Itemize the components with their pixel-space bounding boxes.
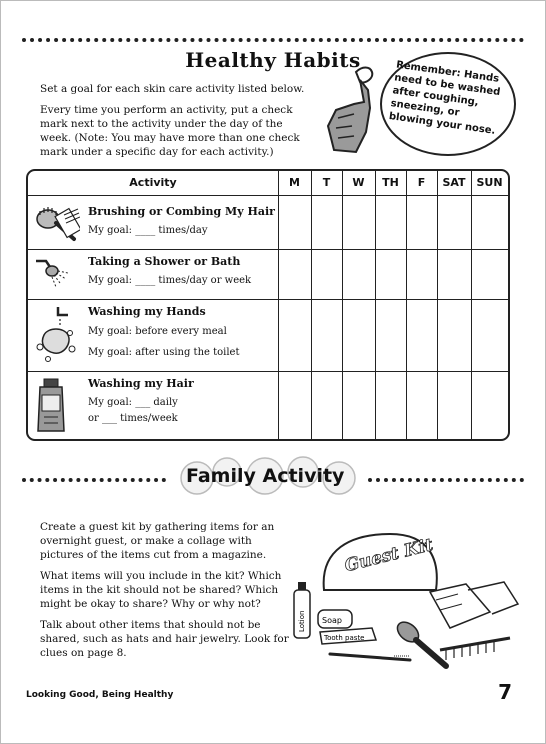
family-paragraph-2: What items will you include in the kit? Which items in the kit should not be shared? Which might be okay to share? Why or why not? (40, 570, 282, 610)
activity-title-brushing: Brushing or Combing My Hair (88, 205, 275, 218)
grid-line (311, 171, 312, 439)
shampoo-bottle-icon (34, 377, 68, 435)
goal-shower: My goal: ____ times/day or week (88, 275, 252, 286)
activity-title-shower: Taking a Shower or Bath (88, 255, 241, 268)
grid-line (437, 171, 438, 439)
intro-line-2: Every time you perform an activity, put a check mark next to the activity under the day of the week. (Note: You may have more than one check mark under a specific day for each activity.) (40, 104, 300, 158)
showerhead-icon (34, 257, 74, 291)
habit-tracker-table (26, 169, 510, 441)
washing-hands-icon (34, 305, 80, 365)
dotted-divider-right (368, 478, 524, 482)
intro-text (40, 82, 308, 166)
soap-label: Soap (322, 616, 342, 625)
book-title: Looking Good, Being Healthy (26, 690, 174, 700)
hairbrush-comb-icon (34, 205, 80, 243)
lotion-label: Lotion (298, 610, 306, 632)
activity-column-header: Activity (129, 176, 177, 189)
day-header-t: T (322, 176, 331, 189)
family-paragraph-1: Create a guest kit by gathering items for an overnight guest, or make a collage with pictures of the items cut from a magazine. (40, 521, 275, 561)
goal-washing-hands-1: My goal: before every meal (88, 326, 227, 337)
page-title: Healthy Habits (185, 48, 361, 72)
grid-line (278, 171, 279, 439)
family-activity-text (40, 520, 290, 667)
family-paragraph-3: Talk about other items that should not be shared, such as hats and hair jewelry. Look for clues on page 8. (40, 619, 289, 659)
goal-washing-hair-2: or ___ times/week (88, 413, 178, 424)
day-header-m: M (289, 176, 300, 189)
activity-title-washing-hands: Washing my Hands (88, 305, 206, 318)
dotted-divider-left (22, 478, 166, 482)
top-dotted-divider (22, 38, 524, 42)
goal-brushing: My goal: ____ times/day (88, 225, 208, 236)
grid-line (406, 171, 407, 439)
day-header-f: F (417, 176, 426, 189)
day-header-th: TH (382, 176, 399, 189)
grid-line (342, 171, 343, 439)
row-divider (28, 299, 508, 300)
page-number: 7 (498, 680, 512, 704)
day-header-w: W (352, 176, 365, 189)
day-header-sun: SUN (476, 176, 503, 189)
pointing-finger-icon (316, 62, 386, 156)
goal-washing-hands-2: My goal: after using the toilet (88, 347, 240, 358)
toothpaste-label: Tooth paste (324, 634, 365, 642)
reminder-text: Remember: Hands need to be washed after coughing, sneezing, or blowing your nose. (388, 59, 501, 137)
guest-kit-illustration (290, 520, 520, 670)
table-header (28, 171, 508, 196)
intro-line-1: Set a goal for each skin care activity listed below. (40, 83, 305, 95)
bag-label: Guest Kit (342, 535, 436, 577)
day-header-sat: SAT (442, 176, 466, 189)
family-activity-title: Family Activity (186, 465, 345, 487)
goal-washing-hair-1: My goal: ___ daily (88, 397, 178, 408)
grid-line (471, 171, 472, 439)
activity-title-washing-hair: Washing my Hair (88, 377, 194, 390)
grid-line (375, 171, 376, 439)
row-divider (28, 249, 508, 250)
row-divider (28, 371, 508, 372)
